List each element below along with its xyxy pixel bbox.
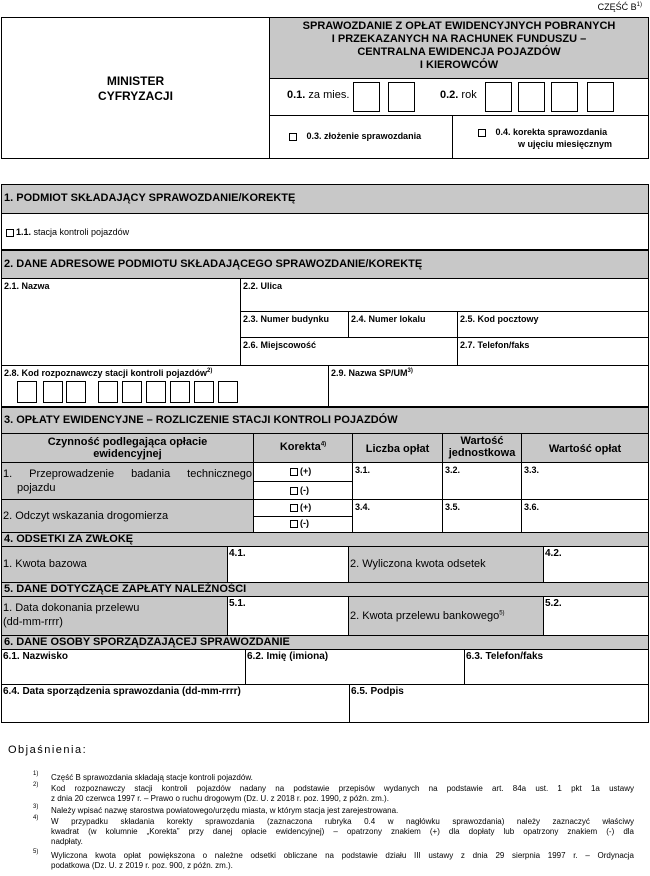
- station-code-digit-7[interactable]: [170, 381, 190, 403]
- field-2-1[interactable]: [1, 278, 241, 366]
- field-2-9-sup: 3): [407, 368, 413, 374]
- interest-label: 2. Wyliczona kwota odsetek: [350, 558, 486, 570]
- part-label-text: CZĘŚĆ B: [597, 2, 637, 12]
- col-correction-sup: 4): [320, 441, 327, 448]
- station-code-digit-6[interactable]: [146, 381, 166, 403]
- row1-minus-text: (-): [300, 485, 309, 495]
- col-unit-line-1: Wartość: [460, 435, 504, 447]
- note-1-num: 1): [33, 771, 39, 777]
- field-3-1-label: 3.1.: [355, 465, 371, 475]
- report-title: [269, 20, 649, 72]
- submission-checkbox[interactable]: [289, 133, 297, 141]
- note-4-line-1: W przypadku składania korekty sprawozdania (zaznaczona rubryka 0.4 w nagłówku sprawozdania) należy zaznaczyć właściwy: [51, 817, 634, 826]
- field-2-9-text: 2.9. Nazwa SP/UM: [331, 368, 408, 378]
- col-count-label: Liczba opłat: [365, 443, 430, 455]
- station-code-digit-8[interactable]: [194, 381, 214, 403]
- row2-activity-label: 2. Odczyt wskazania drogomierza: [3, 510, 169, 522]
- row1-line-2: pojazdu: [17, 482, 56, 494]
- row1-plus-text: (+): [300, 466, 312, 476]
- correction-checkbox[interactable]: [478, 129, 486, 137]
- correction-num: 0.4.: [495, 127, 511, 137]
- field-3-3[interactable]: [521, 462, 649, 500]
- field-2-4-label: 2.4. Numer lokalu: [351, 314, 426, 324]
- station-code-digit-5[interactable]: [122, 381, 142, 403]
- section2-title: 2. DANE ADRESOWE PODMIOTU SKŁADAJĄCEGO SPRAWOZDANIE/KOREKTĘ: [4, 258, 423, 270]
- station-code-digit-4[interactable]: [98, 381, 118, 403]
- row2-minus-text: (-): [300, 518, 309, 528]
- note-2-line-1: Kod rozpoznawczy stacji kontroli pojazdów nadany na podstawie przepisów wydanych na podstawie art. 84a ust. 1 pkt 1a ustawy: [51, 784, 634, 793]
- month-text: za mies.: [308, 89, 350, 101]
- field-6-5-label: 6.5. Podpis: [351, 686, 404, 697]
- year-digit-1[interactable]: [485, 82, 512, 112]
- note-4-num: 4): [33, 815, 39, 821]
- field-6-4-label: 6.4. Data sporządzenia sprawozdania (dd-mm-rrrr): [3, 686, 241, 697]
- station-code-digit-9[interactable]: [218, 381, 238, 403]
- month-num: 0.1.: [287, 89, 306, 101]
- year-digit-3[interactable]: [551, 82, 578, 112]
- year-digit-4[interactable]: [587, 82, 614, 112]
- transfer-amount-sup: 5): [499, 610, 505, 617]
- section3-title: 3. OPŁATY EWIDENCYJNE – ROZLICZENIE STACJI KONTROLI POJAZDÓW: [4, 414, 398, 426]
- year-label: [440, 89, 477, 101]
- col-activity-label: [1, 436, 254, 460]
- correction-text-1: korekta sprawozdania: [513, 127, 608, 137]
- row1-plus[interactable]: [290, 466, 311, 476]
- correction-text-2: w ujęciu miesięcznym: [518, 139, 613, 149]
- year-text: rok: [461, 89, 477, 101]
- field-4-1-label: 4.1.: [229, 548, 246, 559]
- note-1-line-1: Część B sprawozdania składają stacje kontroli pojazdów.: [51, 773, 253, 782]
- section1-title: 1. PODMIOT SKŁADAJĄCY SPRAWOZDANIE/KOREKTĘ: [4, 192, 296, 204]
- note-4: [51, 817, 634, 847]
- field-2-9-label: [331, 368, 413, 378]
- note-5-line-2: podatkowa (Dz. U. z 2019 r. poz. 900, z późn. zm.).: [51, 861, 233, 870]
- field-2-1-label: 2.1. Nazwa: [4, 281, 50, 291]
- field-2-8-label: [4, 368, 212, 378]
- col-activity-line-1: Czynność podlegająca opłacie: [47, 436, 208, 448]
- section5-title: 5. DANE DOTYCZĄCE ZAPŁATY NALEŻNOŚCI: [4, 583, 247, 595]
- title-line-1: SPRAWOZDANIE Z OPŁAT EWIDENCYJNYCH POBRANYCH: [302, 20, 616, 32]
- field-2-6-label: 2.6. Miejscowość: [243, 340, 317, 350]
- row1-minus-checkbox[interactable]: [290, 487, 298, 495]
- field-3-3-label: 3.3.: [524, 465, 540, 475]
- note-5-num: 5): [33, 849, 39, 855]
- note-2: [51, 784, 634, 804]
- field-5-1-label: 5.1.: [229, 598, 246, 609]
- col-activity-line-2: ewidencyjnej: [93, 448, 162, 460]
- field-2-8-sup: 2): [207, 368, 213, 374]
- transfer-date-label: [3, 601, 139, 629]
- note-2-line-2: z dnia 20 czerwca 1997 r. – Prawo o ruchu drogowym (Dz. U. z 2018 r. poz. 1990, z późn. zm.).: [51, 794, 389, 803]
- row2-plus-checkbox[interactable]: [290, 504, 298, 512]
- field-5-2-label: 5.2.: [545, 598, 562, 609]
- section4-title: 4. ODSETKI ZA ZWŁOKĘ: [4, 533, 134, 545]
- authority-line-1: MINISTER: [106, 74, 165, 88]
- part-label-sup: 1): [636, 2, 642, 8]
- title-line-4: I KIEROWCÓW: [419, 59, 499, 71]
- row1-plus-checkbox[interactable]: [290, 468, 298, 476]
- transfer-date-line-2: (dd-mm-rrrr): [3, 616, 63, 628]
- field-2-8-text: 2.8. Kod rozpoznawczy stacji kontroli pojazdów: [4, 368, 208, 378]
- part-label: [598, 2, 642, 12]
- field-2-7-label: 2.7. Telefon/faks: [460, 340, 530, 350]
- year-num: 0.2.: [440, 89, 459, 101]
- field-3-2-label: 3.2.: [445, 465, 461, 475]
- month-label: [287, 89, 349, 101]
- correction-option[interactable]: [478, 126, 612, 150]
- authority-line-2: CYFRYZACJI: [98, 89, 173, 103]
- col-correction-label: [253, 441, 353, 453]
- field-6-1-label: 6.1. Nazwisko: [3, 651, 69, 662]
- station-code-digit-1[interactable]: [17, 381, 37, 403]
- year-digit-2[interactable]: [518, 82, 545, 112]
- month-digit-1[interactable]: [353, 82, 380, 112]
- row1-minus[interactable]: [290, 485, 309, 495]
- field-6-2-label: 6.2. Imię (imiona): [247, 651, 329, 662]
- month-digit-2[interactable]: [388, 82, 415, 112]
- field-4-2-label: 4.2.: [545, 548, 562, 559]
- station-code-digit-2[interactable]: [43, 381, 63, 403]
- transfer-date-line-1: 1. Data dokonania przelewu: [3, 602, 140, 614]
- note-3-num: 3): [33, 804, 39, 810]
- note-4-line-3: nadpłaty.: [51, 837, 83, 846]
- submission-text: złożenie sprawozdania: [324, 131, 422, 141]
- col-unit-line-2: jednostkowa: [448, 447, 516, 459]
- station-code-digit-3[interactable]: [66, 381, 86, 403]
- note-2-num: 2): [33, 782, 39, 788]
- col-value-label: Wartość opłat: [548, 443, 622, 455]
- field-2-5-label: 2.5. Kod pocztowy: [460, 314, 539, 324]
- title-line-3: CENTRALNA EWIDENCJA POJAZDÓW: [357, 46, 561, 58]
- station-checkbox[interactable]: [6, 229, 14, 237]
- note-3: [51, 806, 398, 816]
- col-unit-label: [442, 435, 522, 459]
- station-label: stacja kontroli pojazdów: [33, 227, 130, 237]
- row2-minus-checkbox[interactable]: [290, 520, 298, 528]
- row1-activity-label: [3, 467, 252, 495]
- section6-title: 6. DANE OSOBY SPORZĄDZAJĄCEJ SPRAWOZDANIE: [4, 636, 290, 648]
- title-line-2: I PRZEKAZANYCH NA RACHUNEK FUNDUSZU –: [331, 33, 587, 45]
- explanations-heading: Objaśnienia:: [8, 744, 88, 756]
- note-1: [51, 773, 253, 783]
- section1-option[interactable]: [6, 227, 129, 237]
- field-2-3-label: 2.3. Numer budynku: [243, 314, 330, 324]
- transfer-amount-text: 2. Kwota przelewu bankowego: [350, 610, 500, 622]
- base-amount-label: 1. Kwota bazowa: [3, 558, 87, 570]
- row2-minus[interactable]: [290, 518, 309, 528]
- field-6-3-label: 6.3. Telefon/faks: [466, 651, 544, 662]
- row2-plus-text: (+): [300, 502, 312, 512]
- station-num: 1.1.: [16, 227, 32, 237]
- field-2-2-label: 2.2. Ulica: [243, 281, 283, 291]
- row2-plus[interactable]: [290, 502, 311, 512]
- submission-num: 0.3.: [306, 131, 322, 141]
- field-3-4-label: 3.4.: [355, 502, 371, 512]
- field-3-5-label: 3.5.: [445, 502, 461, 512]
- submission-option[interactable]: [289, 131, 421, 141]
- col-correction-text: Korekta: [279, 441, 321, 453]
- note-5: [51, 851, 634, 871]
- note-3-line-1: Należy wpisać nazwę starostwa powiatowego/urzędu miasta, w którym stacja jest zarejestrowana.: [51, 806, 399, 815]
- transfer-amount-label: [350, 610, 505, 622]
- field-2-2[interactable]: [240, 278, 649, 312]
- note-5-line-1: Wyliczona kwota opłat powiększona o należne odsetki obliczane na podstawie działu III ustawy z dnia 29 sierpnia 1997 r. – Ordynacja: [51, 851, 634, 860]
- authority-name: [1, 74, 270, 104]
- field-3-6[interactable]: [521, 499, 649, 533]
- field-3-6-label: 3.6.: [524, 502, 540, 512]
- note-4-line-2: kwadrat (w kolumnie „Korekta” przy danej opłacie ewidencyjnej) – opatrzony znakiem (+) dla dopłaty lub opatrzony znakiem (-) dla: [51, 827, 634, 836]
- row1-line-1: 1. Przeprowadzenie badania technicznego: [3, 468, 252, 480]
